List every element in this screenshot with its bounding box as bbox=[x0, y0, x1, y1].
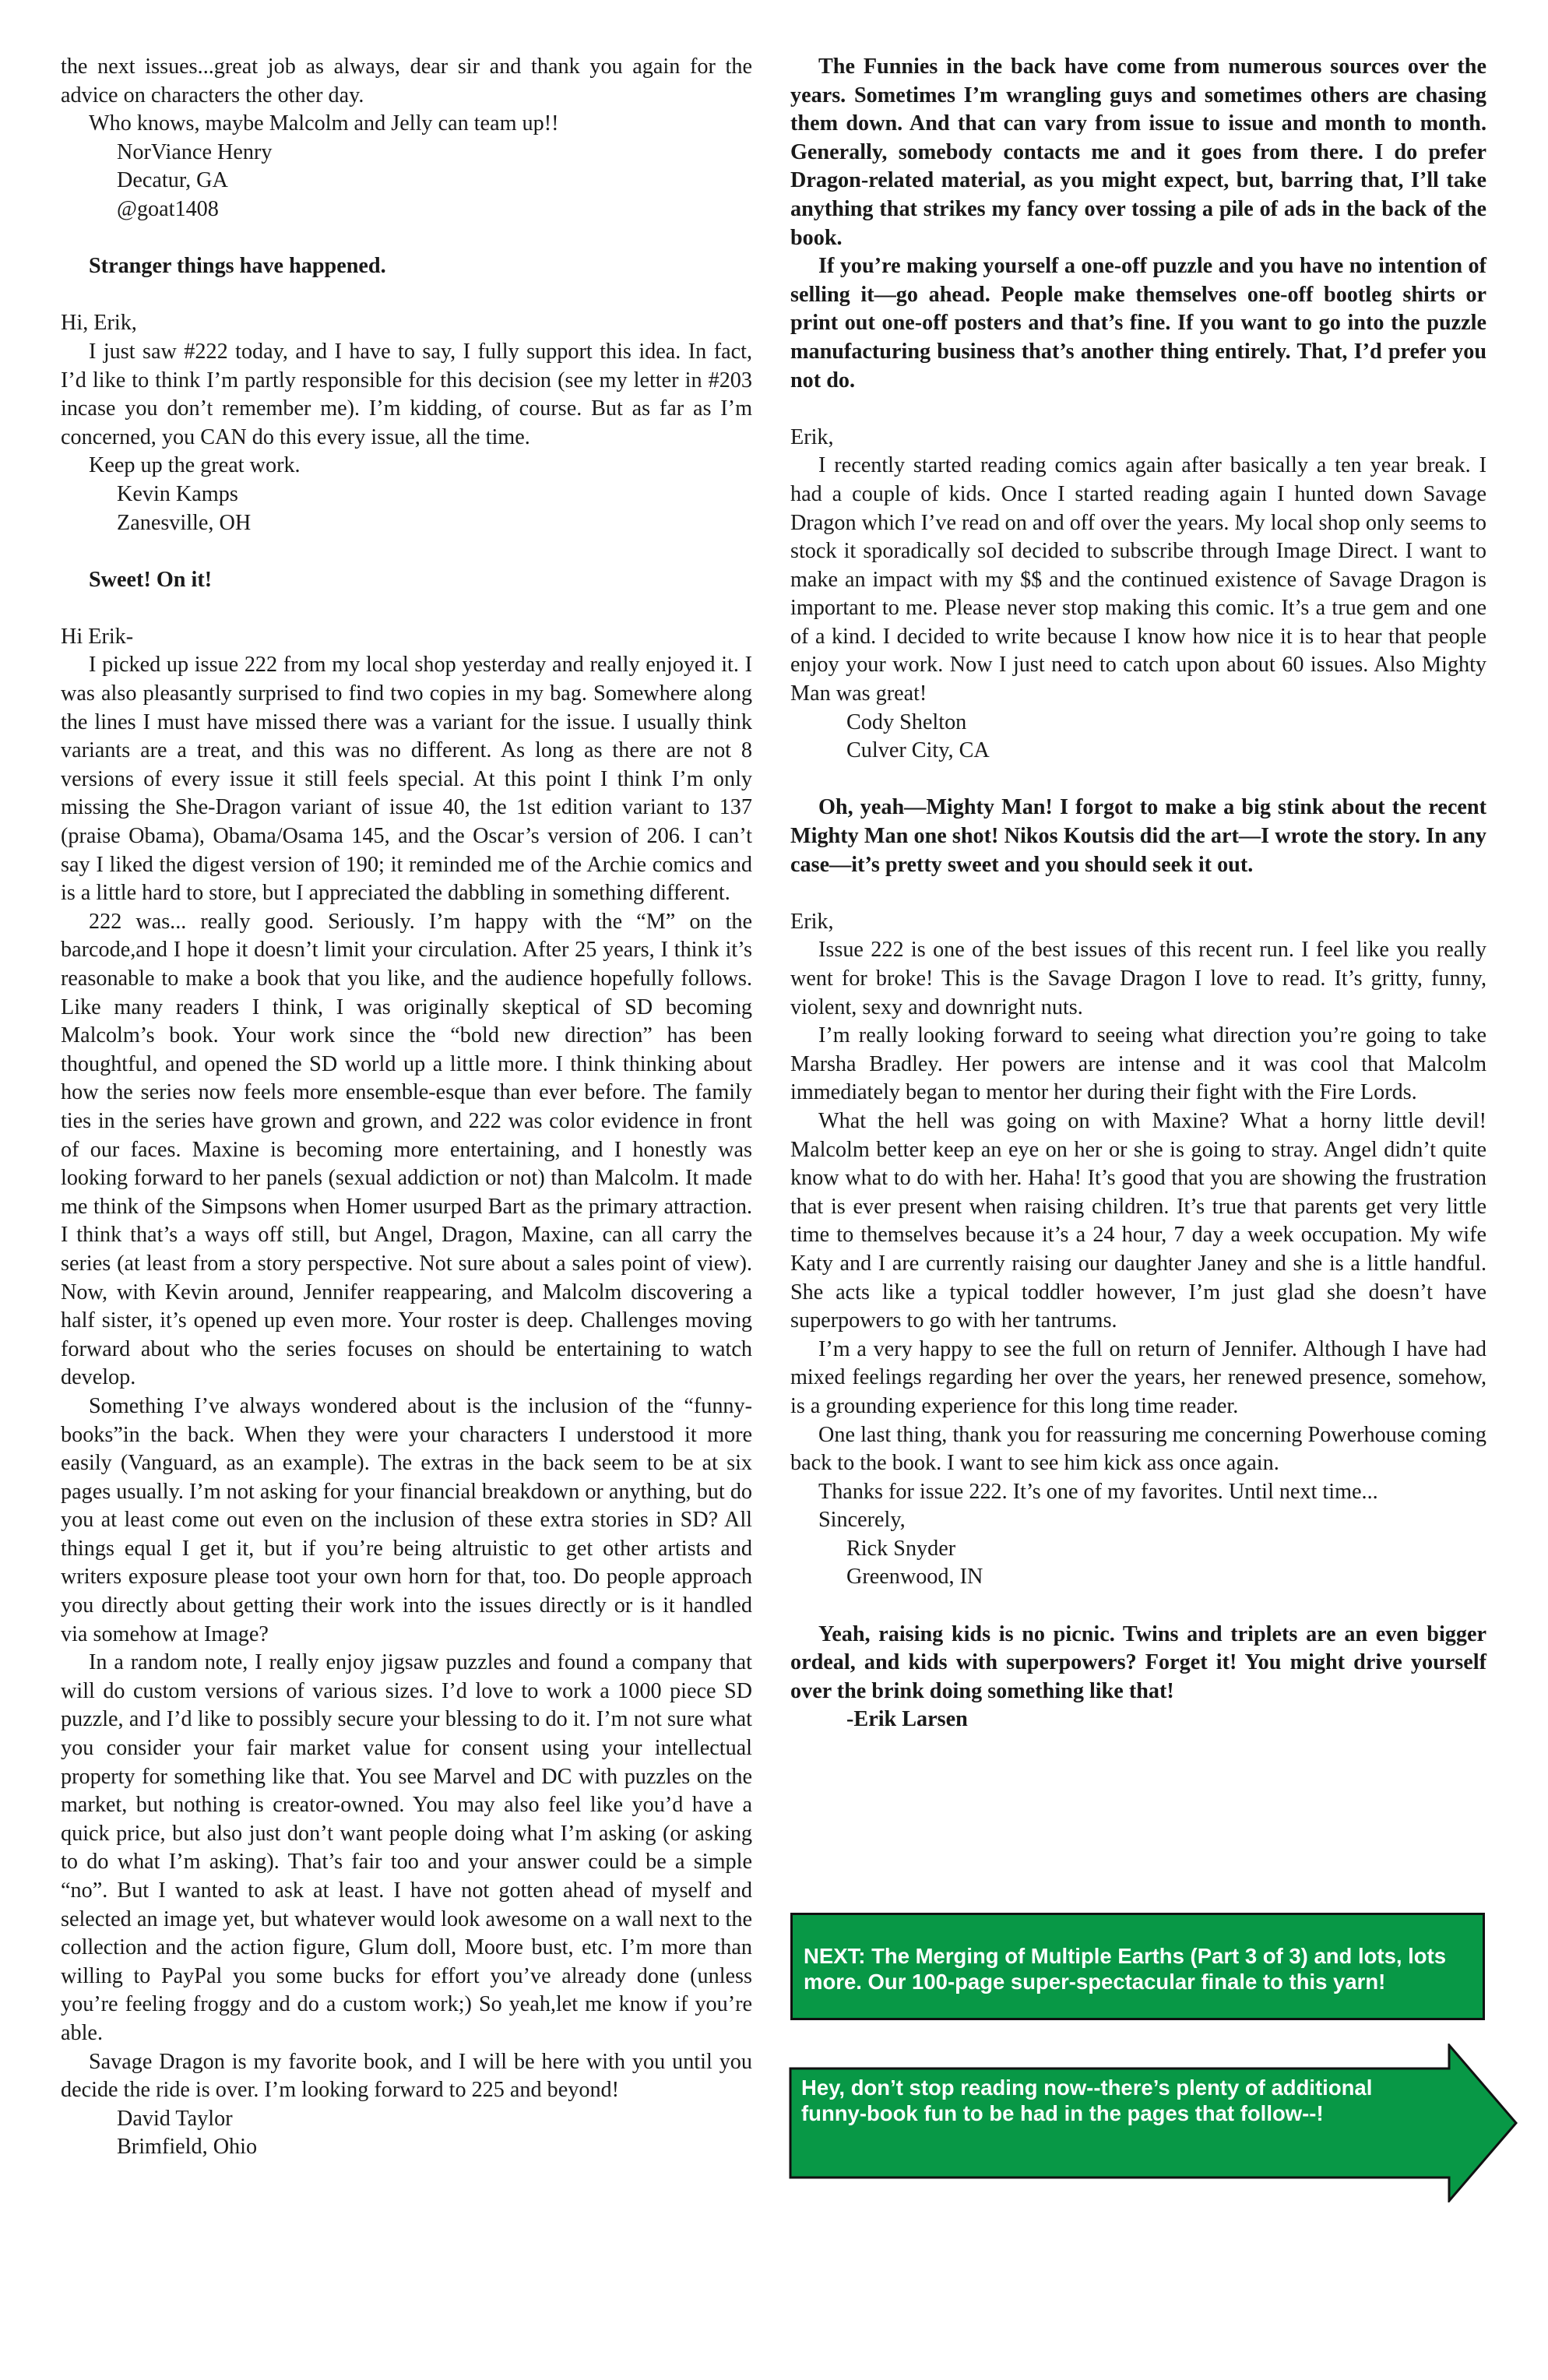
editor-reply: If you’re making yourself a one-off puzzle and you have no intention of selling it—go ahead. People make themselves one-off bootleg shirts or print out one-off posters and that’s fine. If you want to go into the puzzle manufacturing business that’s another thing entirely. That, I’d prefer you not do. bbox=[790, 254, 1486, 393]
letter-greeting: Hi, Erik, bbox=[61, 311, 137, 336]
editor-reply: The Funnies in the back have come from numerous sources over the years. Sometimes I’m wrangling guys and sometimes others are chasing them down. And that can vary from issue to issue and month to month. Generally, somebody contacts me and it goes from there. I do prefer Dragon-related material, as you might expect, but, barring that, I’ll take anything that strikes my fancy over tossing a pile of ads in the back of the book. bbox=[790, 55, 1486, 250]
letter-greeting: Erik, bbox=[790, 909, 834, 934]
letter-closing: Sincerely, bbox=[818, 1508, 906, 1533]
right-column bbox=[790, 53, 1486, 1734]
editor-reply: Oh, yeah—Mighty Man! I forgot to make a big stink about the recent Mighty Man one shot! Nikos Koutsis did the art—I wrote the story. In any case—it’s pretty sweet and you should seek it out. bbox=[790, 795, 1486, 877]
next-issue-box bbox=[790, 1913, 1485, 2020]
left-column bbox=[61, 53, 752, 2162]
spacer bbox=[790, 395, 1486, 424]
letter-text: Savage Dragon is my favorite book, and I will be here with you until you decide the ride is over. I’m looking forward to 225 and beyond! bbox=[61, 2049, 752, 2103]
letter-handle: @goat1408 bbox=[117, 196, 219, 221]
letter-location: Culver City, CA bbox=[846, 738, 990, 763]
letter-text: 222 was... really good. Seriously. I’m happy with the “M” on the barcode,and I hope it doesn’t limit your circulation. After 25 years, I think it’s reasonable to make a book that you like, and the audience hopefully follows. Like many readers I think, I was originally skeptical of SD becoming Malcolm’s book. Your work since the “bold new direction” has been thoughtful, and opened the SD world up a little more. I think thinking about how the series now feels more ensemble-esque than ever before. The family ties in the series have grown and grown, and 222 was color evidence in front of our faces. Maxine is becoming more entertaining, and I honestly was looking forward to her panels (sexual addiction or not) than Malcolm. It made me think of the Simpsons when Homer usurped Bart as the primary attraction. I think that’s a ways off still, but Angel, Dragon, Maxine, can all carry the series (at least from a story perspective. Not sure about a sales point of view). Now, with Kevin around, Jennifer reappearing, and Malcolm discovering a half sister, it’s opened up even more. Your roster is deep. Challenges moving forward about who the series focuses on should be entertaining to watch develop. bbox=[61, 909, 752, 1390]
editor-reply: Stranger things have happened. bbox=[89, 254, 386, 279]
letter-signature: Rick Snyder bbox=[846, 1536, 956, 1561]
letter-text: I’m really looking forward to seeing what direction you’re going to take Marsha Bradley. Her powers are intense and it was cool that Malcolm immediately began to mentor her during their fight with the Fire Lords. bbox=[790, 1023, 1486, 1105]
letter-text: One last thing, thank you for reassuring me concerning Powerhouse coming back to the book. I want to see him kick ass once again. bbox=[790, 1422, 1486, 1476]
editor-signature: -Erik Larsen bbox=[846, 1707, 968, 1732]
next-issue-text: NEXT: The Merging of Multiple Earths (Part 3 of 3) and lots, lots more. Our 100-page super-spectacular finale to this yarn! bbox=[804, 1944, 1447, 1994]
letter-signature: David Taylor bbox=[117, 2106, 233, 2131]
letter-location: Zanesville, OH bbox=[117, 510, 252, 535]
letter-text: What the hell was going on with Maxine? What a horny little devil! Malcolm better keep an eye on her or she is going to stray. Angel didn’t quite know what to do with her. Haha! It’s good that you are showing the frustration that is ever present when raising children. It’s true that parents get very little time to themselves because it’s a 24 hour, 7 day a week occupation. My wife Katy and I are currently raising our daughter Janey and she is a little handful. She acts like a typical toddler however, I’m just glad she doesn’t have superpowers to go with her tantrums. bbox=[790, 1108, 1486, 1333]
letter-text: I recently started reading comics again after basically a ten year break. I had a couple of kids. Once I started reading again I hunted down Savage Dragon which I’ve read on and off over the years. My local shop only seems to stock it sporadically soI decided to subscribe through Image Direct. I want to make an impact with my $$ and the continued existence of Savage Dragon is important to me. Please never stop making this comic. It’s a true gem and one of a kind. I decided to write because I know how nice it is to hear that people enjoy your work. Now I just need to catch upon about 60 issues. Also Mighty Man was great! bbox=[790, 453, 1486, 706]
spacer bbox=[61, 594, 752, 623]
letter-text: Issue 222 is one of the best issues of this recent run. I feel like you really went for broke! This is the Savage Dragon I love to read. It’s gritty, funny, violent, sexy and downright nuts. bbox=[790, 938, 1486, 1019]
letter-text: I’m a very happy to see the full on return of Jennifer. Although I have had mixed feelings regarding her over the years, her renewed presence, somehow, is a grounding experience for this long time reader. bbox=[790, 1336, 1486, 1418]
spacer bbox=[790, 1592, 1486, 1621]
letter-text: In a random note, I really enjoy jigsaw puzzles and found a company that will do custom versions of various sizes. I’d love to work a 1000 piece SD puzzle, and I’d like to possibly secure your blessing to do it. I’m not sure what you consider your fair market value for consent using your intellectual property for something like that. You see Marvel and DC with puzzles on the market, but nothing is creator-owned. You may also feel like you’d have a quick price, but also just don’t want people doing what I’m asking (or asking to do what I’m asking). That’s fair too and your answer could be a simple “no”. But I wanted to ask at least. I have not gotten ahead of myself and selected an image yet, but whatever would look awesome on a wall next to the collection and the action figure, Glum doll, Moore bust, etc. I’m more than willing to PayPal you some bucks for effort you’ve already done (unless you’re feeling froggy and do a custom work;) So yeah,let me know if you’re able. bbox=[61, 1650, 752, 2045]
letter-text: the next issues...great job as always, dear sir and thank you again for the advice on characters the other day. bbox=[61, 55, 752, 107]
editor-reply: Sweet! On it! bbox=[89, 567, 213, 592]
letter-location: Greenwood, IN bbox=[846, 1565, 983, 1590]
letter-text: Something I’ve always wondered about is the inclusion of the “funny-books”in the back. When they were your characters I understood it more easily (Vanguard, as an example). The extras in the back seem to be at six pages usually. I’m not asking for your financial breakdown or anything, but do you at least come out even on the inclusion of these extra stories in SD? All things equal I get it, but if you’re being altruistic to get other artists and writers exposure please toot your own horn for that, too. Do people approach you directly about getting their work into the issues directly or is it handled via somehow at Image? bbox=[61, 1393, 752, 1646]
letter-signature: Cody Shelton bbox=[846, 709, 967, 734]
letter-greeting: Hi Erik- bbox=[61, 624, 134, 649]
spacer bbox=[61, 281, 752, 310]
letter-signature: Kevin Kamps bbox=[117, 481, 238, 506]
spacer bbox=[61, 224, 752, 253]
editor-reply: Yeah, raising kids is no picnic. Twins and triplets are an even bigger ordeal, and kids with superpowers? Forget it! You might drive yourself over the brink doing something like that! bbox=[790, 1621, 1486, 1703]
continue-reading-text: Hey, don’t stop reading now--there’s plenty of additional funny-book fun to be had in the pages that follow--! bbox=[801, 2075, 1373, 2125]
letter-text: Thanks for issue 222. It’s one of my favorites. Until next time... bbox=[818, 1479, 1378, 1504]
letter-text: I picked up issue 222 from my local shop yesterday and really enjoyed it. I was also pleasantly surprised to find two copies in my bag. Somewhere along the lines I must have missed there was a variant for the issue. I usually think variants are a treat, and this was no different. As long as there are not 8 versions of every issue it still feels special. At this point I think I’m only missing the She-Dragon variant of issue 40, the 1st edition variant to 137 (praise Obama), Obama/Osama 145, and the Oscar’s version of 206. I can’t say I liked the digest version of 190; it reminded me of the Archie comics and is a little hard to store, but I appreciated the dabbling in something different. bbox=[61, 653, 752, 906]
letter-signature: NorViance Henry bbox=[117, 139, 273, 164]
spacer bbox=[790, 879, 1486, 908]
letter-text: Keep up the great work. bbox=[89, 453, 301, 478]
spacer bbox=[790, 766, 1486, 794]
letter-text: Who knows, maybe Malcolm and Jelly can team up!! bbox=[89, 111, 559, 136]
letter-location: Brimfield, Ohio bbox=[117, 2135, 258, 2160]
letter-location: Decatur, GA bbox=[117, 168, 228, 193]
letter-text: I just saw #222 today, and I have to say, I fully support this idea. In fact, I’d like to think I’m partly responsible for this decision (see my letter in #203 incase you don’t remember me). I’m kidding, of course. But as far as I’m concerned, you CAN do this every issue, all the time. bbox=[61, 339, 752, 449]
spacer bbox=[61, 537, 752, 566]
letter-greeting: Erik, bbox=[790, 424, 834, 449]
